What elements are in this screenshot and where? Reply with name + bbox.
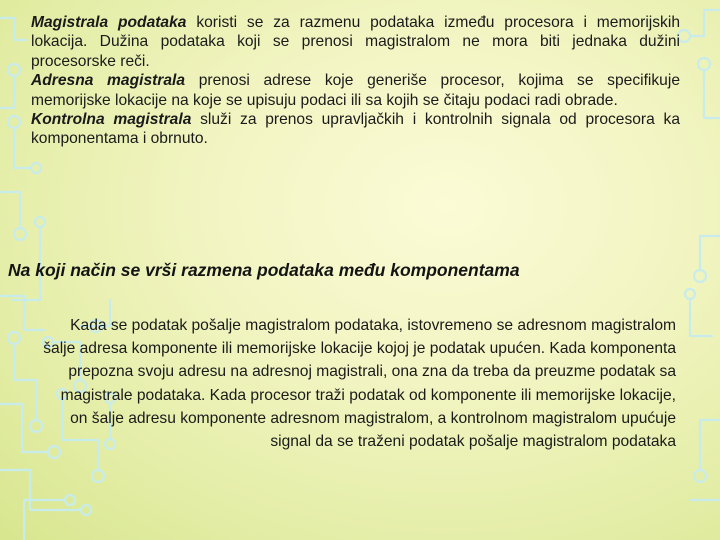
circuit-node bbox=[92, 470, 104, 482]
circuit-trace bbox=[0, 192, 20, 228]
circuit-node bbox=[31, 163, 41, 173]
exchange-paragraph: Kada se podatak pošalje magistralom podataka, istovremeno se adresnom magistralom šalje adresa komponente ili memorijske lokacije kojoj je podatak upućen. Kada komponenta prepozna svoju adresu na adresnoj magistrali, ona zna da treba da preuzme podatak sa magistrale podataka. Kada procesor traži podatak od komponente ili memorijske lokacije, on šalje adresu komponente adresnom magistralom, a kontrolnom magistralom upućuje signal da se traženi podatak pošalje magistralom podataka bbox=[43, 317, 676, 451]
bus-definitions bbox=[31, 13, 680, 149]
circuit-node bbox=[14, 228, 26, 240]
circuit-node bbox=[8, 116, 20, 128]
circuit-trace bbox=[0, 18, 26, 40]
circuit-node bbox=[8, 332, 20, 344]
circuit-node bbox=[685, 289, 695, 299]
circuit-node bbox=[698, 58, 710, 70]
circuit-trace bbox=[690, 300, 712, 336]
circuit-trace bbox=[704, 70, 720, 118]
data-bus-definition bbox=[31, 13, 680, 71]
circuit-trace bbox=[700, 420, 720, 470]
circuit-trace bbox=[14, 344, 36, 420]
address-bus-term: Adresna magistrala bbox=[31, 72, 186, 90]
circuit-node bbox=[8, 64, 20, 76]
circuit-trace bbox=[14, 128, 30, 168]
circuit-trace bbox=[690, 10, 720, 36]
data-bus-term: Magistrala podataka bbox=[31, 14, 187, 31]
control-bus-text: služi za prenos upravljačkih i kontrolnih signala od procesora ka komponentama i obrnuto. bbox=[31, 111, 680, 148]
circuit-node bbox=[65, 495, 75, 505]
control-bus-term: Kontrolna magistrala bbox=[31, 111, 192, 129]
section-heading: Na koji način se vrši razmena podataka među komponentama bbox=[8, 260, 520, 280]
address-bus-definition bbox=[31, 71, 680, 110]
address-bus-text: prenosi adrese koje generiše procesor, kojima se specifikuje memorijske lokacije na koje se upisuju podaci ili sa kojih se čitaju podaci radi obrade. bbox=[31, 72, 680, 109]
data-bus-text: koristi se za razmenu podataka između procesora i memorijskih lokacija. Dužina podataka koji se prenosi magistralom ne mora biti jednaka dužini procesorske reči. bbox=[31, 14, 680, 70]
circuit-node bbox=[694, 470, 706, 482]
circuit-node bbox=[35, 217, 45, 227]
circuit-trace bbox=[0, 296, 44, 330]
circuit-trace bbox=[0, 78, 14, 108]
control-bus-definition bbox=[31, 110, 680, 149]
circuit-node bbox=[81, 505, 91, 515]
